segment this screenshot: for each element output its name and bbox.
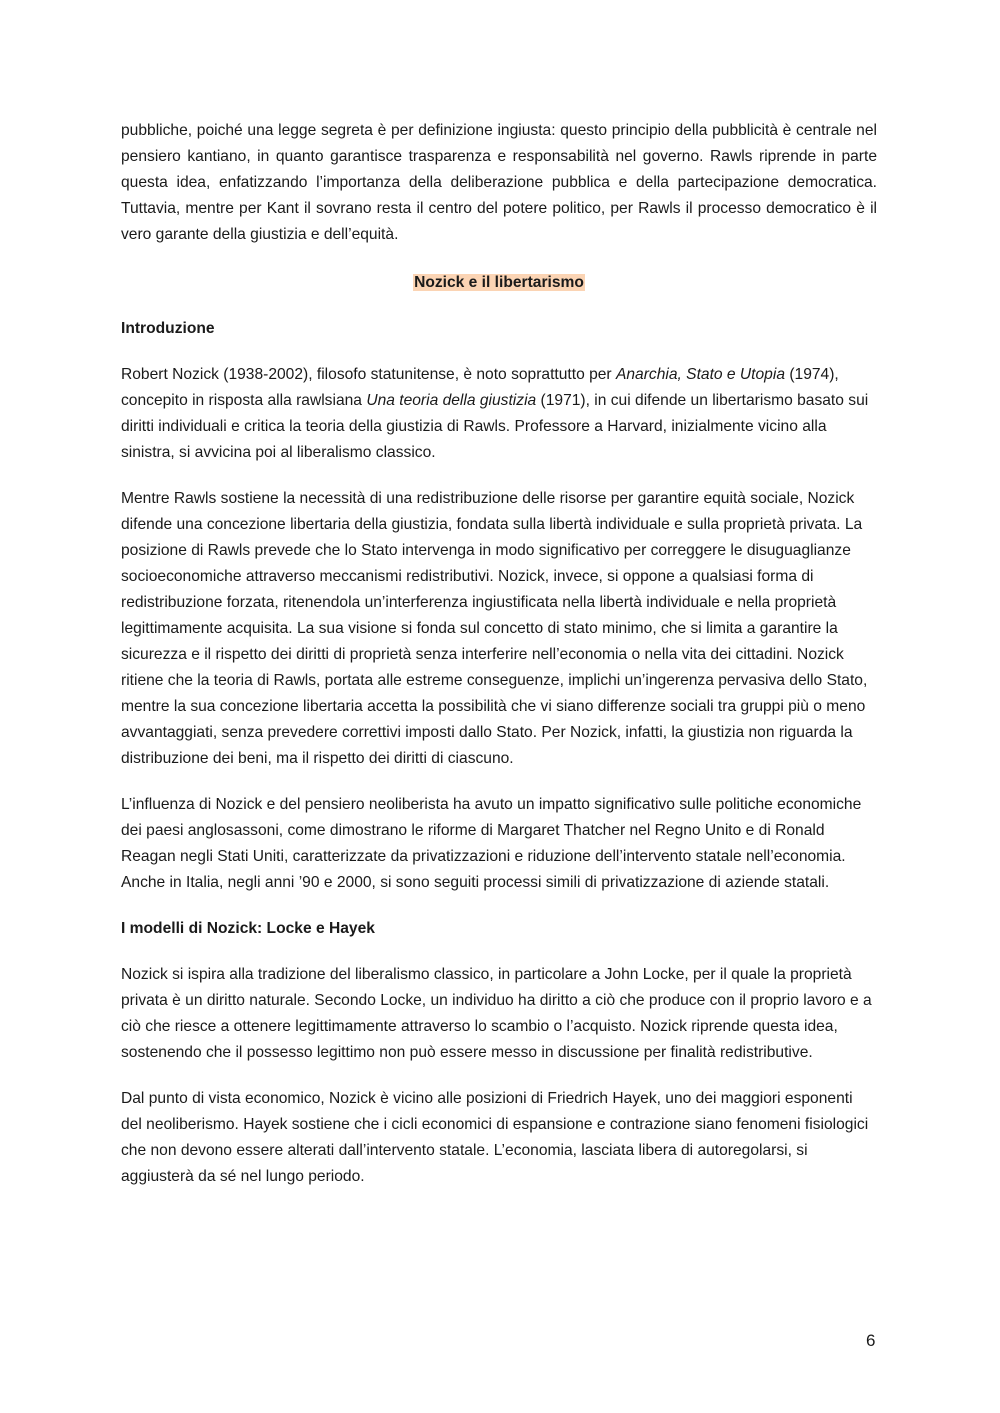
page-number: 6 [866, 1331, 876, 1350]
intro-paragraph: pubbliche, poiché una legge segreta è per definizione ingiusta: questo principio della pubblicità è centrale nel pensiero kantiano, in quanto garantisce trasparenza e responsabilità nel governo. Rawls riprende in parte questa idea, enfatizzando l’importanza della deliberazione pubblica e della partecipazione democratica. Tuttavia, mentre per Kant il sovrano resta il centro del potere politico, per Rawls il processo democratico è il vero garante della giustizia e dell’equità. [121, 122, 877, 243]
book-title-teoria-giustizia: Una teoria della giustizia [366, 392, 537, 409]
section-heading-modelli: I modelli di Nozick: Locke e Hayek [121, 920, 375, 937]
paragraph-hayek: Dal punto di vista economico, Nozick è vicino alle posizioni di Friedrich Hayek, uno dei maggiori esponenti del neoliberismo. Hayek sostiene che i cicli economici di espansione e contrazione siano fenomeni fisiologici che non devono essere alterati dall’intervento statale. L’economia, lasciata libera di autoregolarsi, si aggiusterà da sé nel lungo periodo. [121, 1090, 869, 1185]
paragraph-text: (1971), in cui difende un libertarismo basato sui diritti individuali e critica la teoria della giustizia di Rawls. Professore a Harvard, inizialmente vicino alla sinistra, si avvicina poi al liberalismo classico. [121, 392, 869, 461]
section-heading-introduzione: Introduzione [121, 320, 215, 337]
chapter-title [121, 270, 877, 296]
paragraph-text: Robert Nozick (1938-2002), filosofo statunitense, è noto soprattutto per [121, 366, 616, 383]
page-body [121, 118, 877, 1190]
chapter-title-highlight: Nozick e il libertarismo [414, 274, 584, 291]
paragraph-nozick-bio [121, 362, 877, 466]
book-title-anarchia: Anarchia, Stato e Utopia [615, 366, 785, 383]
paragraph-rawls-vs-nozick: Mentre Rawls sostiene la necessità di una redistribuzione delle risorse per garantire equità sociale, Nozick difende una concezione libertaria della giustizia, fondata sulla libertà individuale e sulla proprietà privata. La posizione di Rawls prevede che lo Stato intervenga in modo significativo per correggere le disuguaglianze socioeconomiche attraverso meccanismi redistributivi. Nozick, invece, si oppone a qualsiasi forma di redistribuzione forzata, ritenendola un’interferenza ingiustificata nella libertà individuale e nella proprietà legittimamente acquisita. La sua visione si fonda sul concetto di stato minimo, che si limita a garantire la sicurezza e il rispetto dei diritti di proprietà senza interferire nell’economia o nella vita dei cittadini. Nozick ritiene che la teoria di Rawls, portata alle estreme conseguenze, implichi un’ingerenza pervasiva dello Stato, mentre la sua concezione libertaria accetta la possibilità che vi siano differenze sociali tra gruppi più o meno avvantaggiati, senza prevedere correttivi imposti dallo Stato. Per Nozick, infatti, la giustizia non riguarda la distribuzione dei beni, ma il rispetto dei diritti di ciascuno. [121, 490, 868, 767]
paragraph-text: (1974), concepito in risposta alla rawlsiana [121, 366, 839, 409]
paragraph-influenza: L’influenza di Nozick e del pensiero neoliberista ha avuto un impatto significativo sulle politiche economiche dei paesi anglosassoni, come dimostrano le riforme di Margaret Thatcher nel Regno Unito e di Ronald Reagan negli Stati Uniti, caratterizzate da privatizzazioni e riduzione dell’intervento statale nell’economia. Anche in Italia, negli anni ’90 e 2000, si sono seguiti processi simili di privatizzazione di aziende statali. [121, 796, 862, 891]
paragraph-locke: Nozick si ispira alla tradizione del liberalismo classico, in particolare a John Locke, per il quale la proprietà privata è un diritto naturale. Secondo Locke, un individuo ha diritto a ciò che produce con il proprio lavoro e a ciò che riesce a ottenere legittimamente attraverso lo scambio o l’acquisto. Nozick riprende questa idea, sostenendo che il possesso legittimo non può essere messo in discussione per finalità redistributive. [121, 966, 872, 1061]
